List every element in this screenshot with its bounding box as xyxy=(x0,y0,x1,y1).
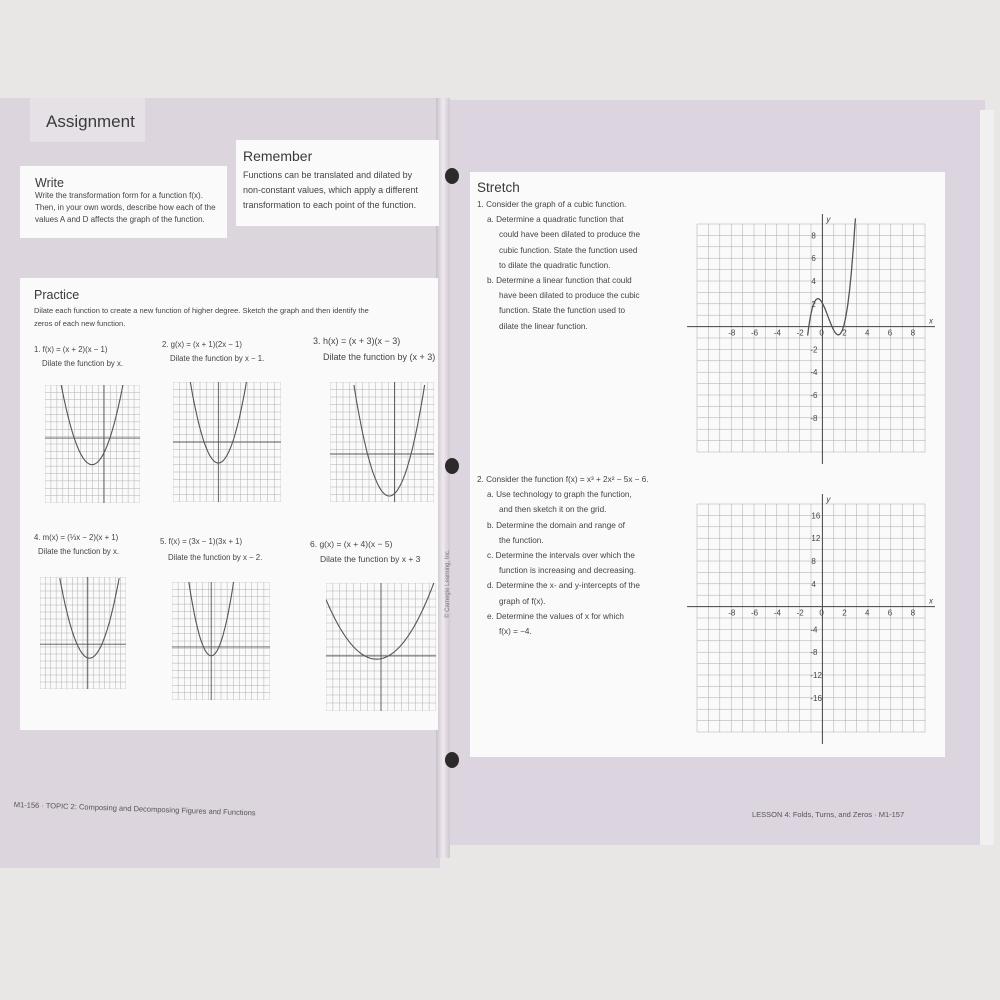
remember-line: transformation to each point of the function. xyxy=(243,200,417,210)
x-tick-label: 4 xyxy=(865,328,870,338)
x-tick-label: -8 xyxy=(728,608,736,618)
write-line: Write the transformation form for a function f(x). xyxy=(35,191,203,200)
remember-line: Functions can be translated and dilated by xyxy=(243,170,413,180)
x-tick-label: 0 xyxy=(819,328,824,338)
question-part-text: function. State the function used to xyxy=(499,306,626,316)
question-part-text: function is increasing and decreasing. xyxy=(499,566,636,576)
tick-labels xyxy=(728,495,934,703)
question-part-text: d. Determine the x- and y-intercepts of the xyxy=(487,581,640,591)
remember-line: non-constant values, which apply a different xyxy=(243,185,418,195)
x-tick-label: 8 xyxy=(910,608,916,618)
x-tick-label: -6 xyxy=(751,608,759,618)
y-tick-label: -8 xyxy=(810,413,818,423)
problem-6-sub: Dilate the function by x + 3 xyxy=(320,554,421,564)
remember-text xyxy=(243,168,439,213)
x-tick-label: -4 xyxy=(773,608,781,618)
write-line: Then, in your own words, describe how each of the xyxy=(35,203,216,212)
question-part-text: could have been dilated to produce the xyxy=(499,230,641,240)
problem-6-label: 6. g(x) = (x + 4)(x − 5) xyxy=(310,539,393,549)
practice-title: Practice xyxy=(34,288,80,302)
x-tick-label: -8 xyxy=(728,328,736,338)
problem-2-sub: Dilate the function by x − 1. xyxy=(170,354,265,363)
problem-2-label: 2. g(x) = (x + 1)(2x − 1) xyxy=(162,340,242,349)
y-tick-label: -2 xyxy=(810,345,818,355)
question-part-text: cubic function. State the function used xyxy=(499,245,638,255)
question-part-text: b. Determine a linear function that could xyxy=(487,276,632,286)
question-part-text: a. Determine a quadratic function that xyxy=(487,215,624,225)
y-axis-label: y xyxy=(826,215,831,224)
y-tick-label: 8 xyxy=(811,557,816,566)
left-footer: M1-156 · TOPIC 2: Composing and Decomposing Figures and Functions xyxy=(13,800,256,818)
x-tick-label: -4 xyxy=(773,328,781,338)
question-part-text: a. Use technology to graph the function, xyxy=(487,490,632,500)
question-part-text: graph of f(x). xyxy=(499,596,546,606)
cubic-graph xyxy=(685,212,940,467)
write-line: values A and D affects the graph of the function. xyxy=(35,215,205,224)
practice-graph-2 xyxy=(173,382,281,502)
problem-5-label: 5. f(x) = (3x − 1)(3x + 1) xyxy=(160,537,243,546)
parabola-curve xyxy=(326,583,434,659)
question-part-text: e. Determine the values of x for which xyxy=(487,611,624,621)
y-tick-label: -4 xyxy=(810,368,818,378)
practice-graph-6 xyxy=(326,583,436,711)
write-title: Write xyxy=(35,176,64,190)
function-grid xyxy=(685,492,940,747)
question-part-text: the function. xyxy=(499,535,544,545)
y-tick-label: 6 xyxy=(811,254,816,264)
practice-instruction-line: zeros of each new function. xyxy=(34,319,126,328)
page-edge xyxy=(980,110,994,845)
practice-graph-5 xyxy=(172,582,270,700)
stretch-title: Stretch xyxy=(477,180,520,195)
question-part-text: have been dilated to produce the cubic xyxy=(499,291,640,301)
problem-1-label: 1. f(x) = (x + 2)(x − 1) xyxy=(34,345,108,354)
problem-3-label: 3. h(x) = (x + 3)(x − 3) xyxy=(313,336,401,346)
practice-graph-3 xyxy=(330,382,434,502)
x-tick-label: -2 xyxy=(796,608,804,618)
problem-3-sub: Dilate the function by (x + 3) xyxy=(323,352,436,362)
question-part-text: b. Determine the domain and range of xyxy=(487,520,625,530)
y-tick-label: 8 xyxy=(811,231,816,241)
binder-hole xyxy=(445,752,459,768)
remember-title: Remember xyxy=(243,148,313,164)
x-tick-label: 6 xyxy=(887,328,893,338)
y-tick-label: 2 xyxy=(811,299,816,309)
tick-labels xyxy=(728,215,934,423)
stretch-question-1 xyxy=(477,197,692,334)
y-tick-label: 12 xyxy=(811,534,821,544)
problem-4-sub: Dilate the function by x. xyxy=(38,547,120,556)
right-footer: LESSON 4: Folds, Turns, and Zeros · M1-157 xyxy=(752,810,905,819)
y-tick-label: -6 xyxy=(810,391,818,400)
problem-1-sub: Dilate the function by x. xyxy=(42,359,124,368)
write-text xyxy=(35,190,225,226)
x-tick-label: 0 xyxy=(819,608,824,618)
y-tick-label: 4 xyxy=(811,579,816,589)
y-tick-label: -4 xyxy=(810,625,818,635)
x-tick-label: 8 xyxy=(910,328,916,338)
stretch-question-2 xyxy=(477,472,697,639)
x-tick-label: -2 xyxy=(796,328,804,338)
y-tick-label: 16 xyxy=(811,511,821,521)
x-tick-label: 4 xyxy=(865,608,870,618)
binder-hole xyxy=(445,458,459,474)
y-tick-label: -8 xyxy=(810,648,818,658)
x-tick-label: 6 xyxy=(887,608,893,618)
copyright-text: © Carnegie Learning, Inc. xyxy=(445,549,451,618)
problem-5-sub: Dilate the function by x − 2. xyxy=(168,553,263,562)
y-tick-label: -16 xyxy=(810,693,822,703)
question-part-text: c. Determine the intervals over which the xyxy=(487,551,635,561)
question-text: 1. Consider the graph of a cubic function. xyxy=(477,200,627,209)
binder-hole xyxy=(445,168,459,184)
x-tick-label: 2 xyxy=(842,608,847,618)
y-axis-label: y xyxy=(826,495,831,504)
practice-instructions xyxy=(34,304,436,330)
practice-graph-1 xyxy=(45,385,140,503)
assignment-title: Assignment xyxy=(46,112,135,131)
x-tick-label: 2 xyxy=(842,328,847,338)
y-tick-label: -12 xyxy=(810,671,822,680)
practice-instruction-line: Dilate each function to create a new function of higher degree. Sketch the graph and then identify the xyxy=(34,306,369,315)
parabola-curve xyxy=(60,578,119,658)
question-part-text: to dilate the quadratic function. xyxy=(499,260,611,270)
practice-graph-4 xyxy=(40,577,126,689)
x-tick-label: -6 xyxy=(751,328,759,338)
y-tick-label: 4 xyxy=(811,277,816,286)
x-axis-label: x xyxy=(929,316,933,326)
question-part-text: dilate the linear function. xyxy=(499,321,588,331)
x-axis-label: x xyxy=(929,596,933,606)
parabola-curve xyxy=(61,385,123,465)
problem-4-label: 4. m(x) = (⅓x − 2)(x + 1) xyxy=(34,533,119,542)
question-part-text: f(x) = −4. xyxy=(499,627,532,637)
question-text: 2. Consider the function f(x) = x³ + 2x² − 5x − 6. xyxy=(477,475,649,484)
question-part-text: and then sketch it on the grid. xyxy=(499,505,607,515)
